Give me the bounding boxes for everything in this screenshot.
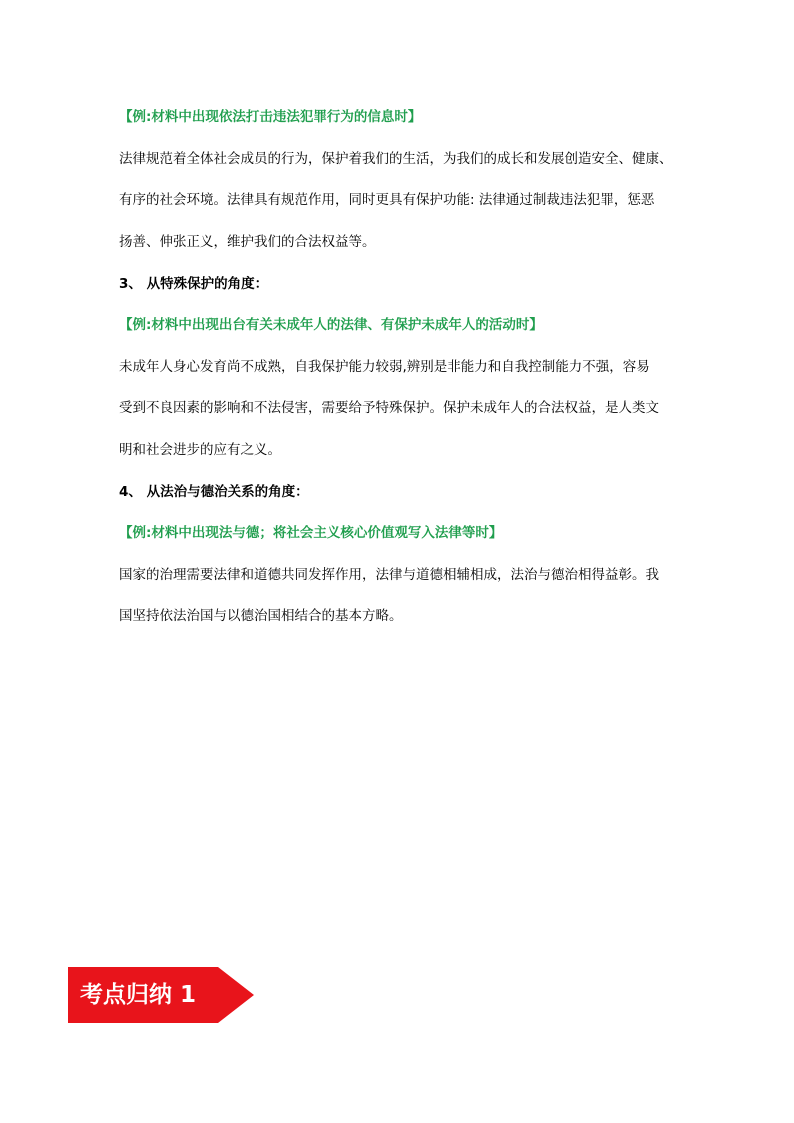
key-point-summary-badge bbox=[68, 967, 254, 1023]
paragraph-line: 未成年人身心发育尚不成熟，自我保护能力较弱,辨别是非能力和自我控制能力不强，容易 bbox=[119, 359, 650, 375]
example-tag-law-morality: 【例:材料中出现法与德；将社会主义核心价值观写入法律等时】 bbox=[119, 525, 503, 541]
paragraph-line: 明和社会进步的应有之义。 bbox=[119, 442, 281, 458]
paragraph-line: 国家的治理需要法律和道德共同发挥作用，法律与道德相辅相成，法治与德治相得益彰。我 bbox=[119, 567, 659, 583]
paragraph-line: 有序的社会环境。法律具有规范作用，同时更具有保护功能: 法律通过制裁违法犯罪，惩恶 bbox=[119, 192, 655, 208]
paragraph-line: 扬善、伸张正义，维护我们的合法权益等。 bbox=[119, 234, 376, 250]
paragraph-line: 法律规范着全体社会成员的行为，保护着我们的生活，为我们的成长和发展创造安全、健康、 bbox=[119, 151, 673, 167]
section-heading-3: 3、 从特殊保护的角度： bbox=[119, 276, 269, 292]
paragraph-line: 国坚持依法治国与以德治国相结合的基本方略。 bbox=[119, 608, 403, 624]
example-tag-law-crime: 【例:材料中出现依法打击违法犯罪行为的信息时】 bbox=[119, 109, 422, 125]
badge-label: 考点归纳 1 bbox=[80, 982, 197, 1008]
section-heading-4: 4、 从法治与德治关系的角度： bbox=[119, 484, 309, 500]
paragraph-line: 受到不良因素的影响和不法侵害，需要给予特殊保护。保护未成年人的合法权益，是人类文 bbox=[119, 400, 659, 416]
example-tag-minors: 【例:材料中出现出台有关未成年人的法律、有保护未成年人的活动时】 bbox=[119, 317, 543, 333]
